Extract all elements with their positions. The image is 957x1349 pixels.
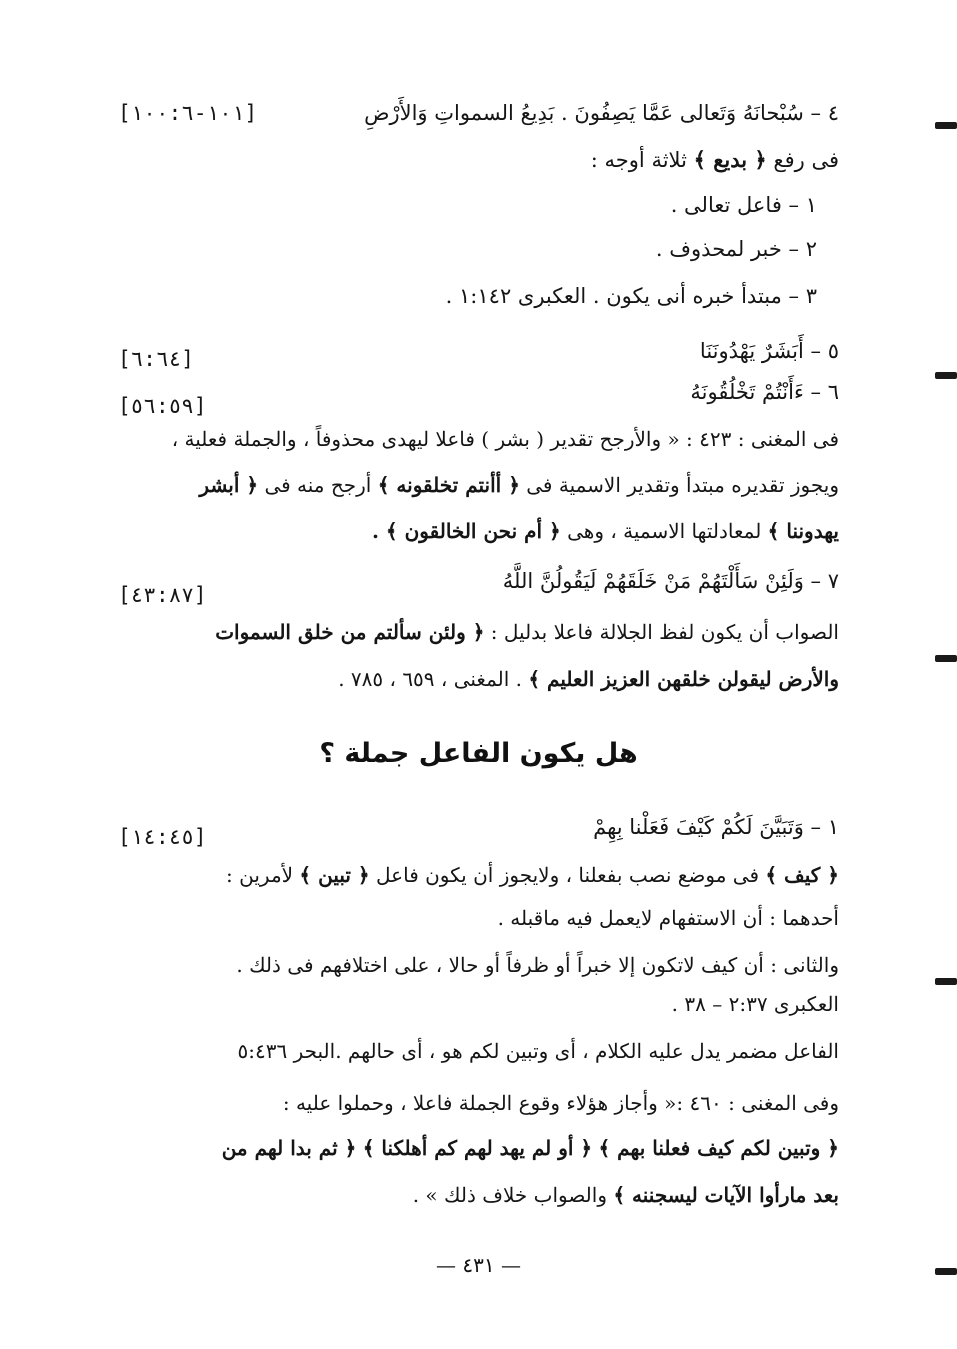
item6-ref: [٥٦:٥٩] bbox=[118, 394, 207, 418]
item6-line-3 bbox=[372, 516, 839, 546]
item7-line-2 bbox=[338, 664, 839, 694]
item6-l2-quote: ﴿ أأنتم تخلقونه ﴾ bbox=[377, 473, 520, 497]
item4-option-2: ٢ – خبر لمحذوف . bbox=[655, 237, 817, 261]
scan-mark bbox=[935, 1268, 957, 1275]
item4-intro-pre: فى رفع bbox=[773, 148, 839, 172]
item6-line-2 bbox=[199, 470, 839, 500]
item4-intro-word: ﴿ بديع ﴾ bbox=[693, 147, 767, 172]
item6-l3-quote: يهدوننا ﴾ bbox=[767, 519, 839, 543]
s2-l8-quote: بعد مارأوا الآيات ليسجننه ﴾ bbox=[613, 1183, 839, 1207]
s2-line-5: الفاعل مضمر يدل عليه الكلام ، أى وتبين لكم هو ، أى حالهم .البحر ٥:٤٣٦ bbox=[237, 1039, 839, 1063]
s2-l1-tabayyana: ﴿ تبين ﴾ bbox=[299, 863, 370, 887]
item4-option-1: ١ – فاعل تعالى . bbox=[670, 193, 817, 217]
s2-l7-q3: ﴿ ثم بدا لهم من bbox=[221, 1136, 357, 1160]
s2-line-2: أحدهما : أن الاستفهام لايعمل فيه ماقبله . bbox=[497, 906, 839, 930]
s2-line-7 bbox=[222, 1133, 839, 1163]
item6-l2-quote2: ﴿ أبشر bbox=[199, 473, 259, 497]
s2-line-6: وفى المغنى : ٤٦٠ :« وأجاز هؤلاء وقوع الجملة فاعلا ، وحملوا عليه : bbox=[282, 1091, 839, 1115]
s2-line-1 bbox=[226, 860, 839, 890]
item6-verse: ٦ – ءَأَنْتُمْ تَخْلُقُونَهُ bbox=[690, 380, 839, 404]
s2-l1-kayfa: ﴿ كيف ﴾ bbox=[765, 863, 839, 887]
item7-l2-post: . المغنى ، ٦٥٩ ، ٧٨٥ . bbox=[338, 667, 522, 691]
item4-verse: ٤ – سُبْحانَهُ وَتَعالى عَمَّا يَصِفُونَ . بَدِيعُ السمواتِ وَالأَرْضِ bbox=[364, 101, 839, 125]
item4-ref: [١٠١-١٠٠:٦] bbox=[118, 101, 258, 125]
s2-item1-ref: [١٤:٤٥] bbox=[118, 825, 207, 849]
scan-mark bbox=[935, 978, 957, 985]
item4-intro-post: ثلاثة أوجه : bbox=[590, 148, 687, 172]
item7-l2-quote: والأرض ليقولن خلقهن العزيز العليم ﴾ bbox=[528, 667, 839, 691]
item6-l2-a: ويجوز تقديره مبتدأ وتقدير الاسمية فى bbox=[526, 473, 839, 497]
item6-l3-quote2: ﴿ أم نحن الخالقون ﴾ . bbox=[372, 519, 561, 543]
scan-mark bbox=[935, 655, 957, 662]
s2-l1-text2: لأمرين : bbox=[226, 863, 294, 887]
page-number: — ٤٣١ — bbox=[436, 1253, 521, 1277]
item6-line-1: فى المغنى : ٤٢٣ : « والأرجح تقدير ( بشر ) فاعلا ليهدى محذوفاً ، والجملة فعلية ، bbox=[171, 427, 839, 451]
scan-mark bbox=[935, 122, 957, 129]
s2-line-8 bbox=[413, 1180, 839, 1210]
s2-item1-verse: ١ – وَتَبَيَّنَ لَكُمْ كَيْفَ فَعَلْنا بِهِمْ bbox=[593, 815, 839, 839]
item6-l2-b: أرجح منه فى bbox=[264, 473, 372, 497]
item5-ref: [٦:٦٤] bbox=[118, 347, 194, 371]
s2-l8-text: والصواب خلاف ذلك » . bbox=[412, 1183, 607, 1207]
item6-l3-a: لمعادلتها الاسمية ، وهى bbox=[567, 519, 762, 543]
item7-ref: [٤٣:٨٧] bbox=[118, 583, 207, 607]
scan-mark bbox=[935, 372, 957, 379]
s2-l7-q1: ﴿ وتبين لكم كيف فعلنا بهم ﴾ bbox=[598, 1136, 839, 1160]
s2-line-3: والثانى : أن كيف لاتكون إلا خبراً أو ظرفاً أو حالا ، على اختلافهم فى ذلك . bbox=[236, 953, 839, 977]
item7-l1-quote: ﴿ ولئن سألتم من خلق السموات bbox=[215, 620, 485, 644]
s2-l7-q2: ﴿ أو لم يهد لهم كم أهلكنا ﴾ bbox=[362, 1136, 593, 1160]
item7-l1-pre: الصواب أن يكون لفظ الجلالة فاعلا بدليل : bbox=[490, 620, 839, 644]
s2-line-4: العكبرى ٢:٣٧ – ٣٨ . bbox=[671, 992, 839, 1016]
section-heading: هل يكون الفاعل جملة ؟ bbox=[319, 738, 638, 769]
s2-l1-text: فى موضع نصب بفعلنا ، ولايجوز أن يكون فاعل bbox=[376, 863, 760, 887]
item4-option-3: ٣ – مبتدأ خبره أنى يكون . العكبرى ١:١٤٢ . bbox=[445, 284, 817, 308]
item4-intro bbox=[591, 145, 839, 175]
item7-line-1 bbox=[215, 617, 839, 647]
item7-verse: ٧ – وَلَئِنْ سَأَلْتَهُمْ مَنْ خَلَقَهُمْ لَيَقُولُنَّ اللَّهُ bbox=[502, 569, 839, 593]
item5-verse: ٥ – أَبَشَرٌ يَهْدُونَنَا bbox=[699, 339, 839, 363]
